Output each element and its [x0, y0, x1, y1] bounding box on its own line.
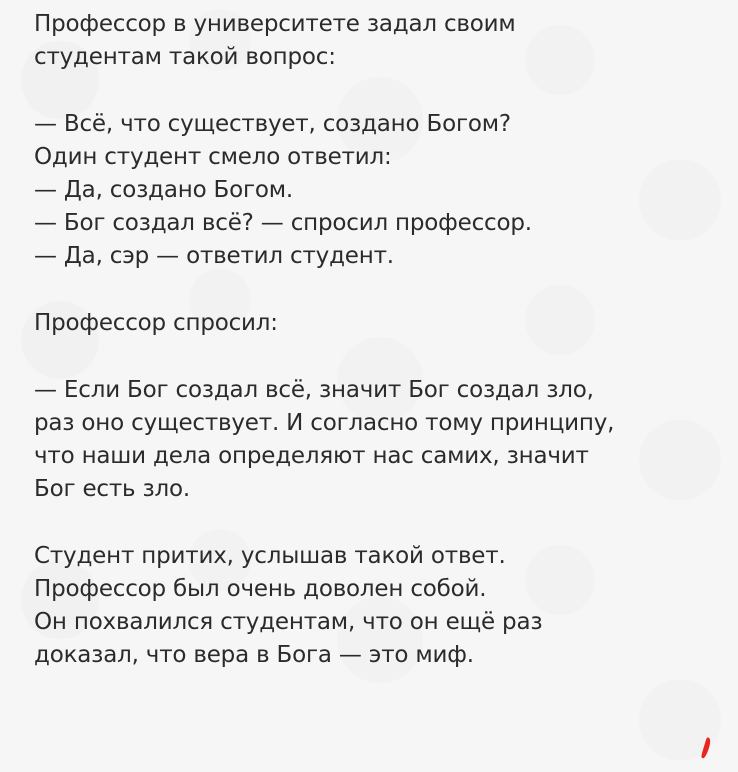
- text-line: — Всё, что существует, создано Богом?: [34, 111, 511, 137]
- text-line: что наши дела определяют нас самих, значит: [34, 443, 589, 469]
- text-line: Бог есть зло.: [34, 476, 191, 502]
- paragraph-gap: [34, 340, 724, 374]
- text-line: — Да, сэр — ответил студент.: [34, 243, 394, 269]
- text-line: — Бог создал всё? — спросил профессор.: [34, 210, 532, 236]
- post-text: [34, 8, 724, 672]
- text-line: — Да, создано Богом.: [34, 177, 294, 203]
- paragraph-gap: [34, 74, 724, 108]
- text-line: Студент притих, услышав такой ответ.: [34, 543, 506, 569]
- paragraph-argument: [34, 374, 724, 506]
- paragraph-dialogue: [34, 108, 724, 273]
- paragraph-conclusion: [34, 540, 724, 672]
- paragraph-intro: [34, 8, 724, 74]
- text-line: Профессор был очень доволен собой.: [34, 576, 487, 602]
- paragraph-question: [34, 307, 724, 340]
- text-line: студентам такой вопрос:: [34, 44, 336, 70]
- red-brush-mark-icon: [700, 736, 712, 760]
- text-line: Профессор спросил:: [34, 310, 278, 336]
- text-line: доказал, что вера в Бога — это миф.: [34, 642, 474, 668]
- text-line: раз оно существует. И согласно тому принципу,: [34, 410, 615, 436]
- paragraph-gap: [34, 273, 724, 307]
- text-line: Профессор в университете задал своим: [34, 11, 516, 37]
- text-line: Он похвалился студентам, что он ещё раз: [34, 609, 543, 635]
- text-line: Один студент смело ответил:: [34, 144, 392, 170]
- paragraph-gap: [34, 506, 724, 540]
- text-line: — Если Бог создал всё, значит Бог создал зло,: [34, 377, 594, 403]
